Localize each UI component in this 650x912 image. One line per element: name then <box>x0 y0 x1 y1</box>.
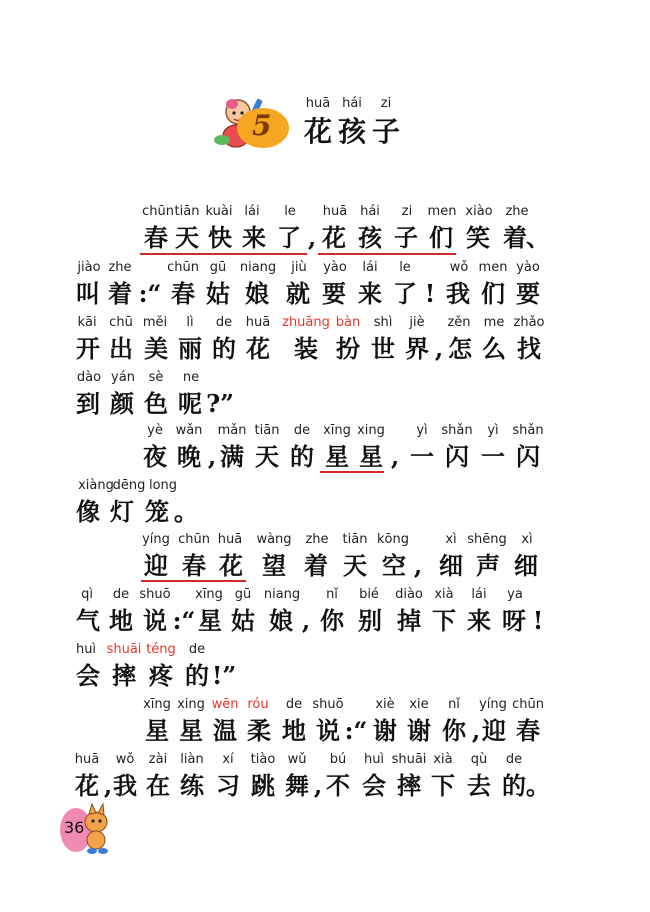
title-char: 子 <box>371 115 401 148</box>
pinyin: le <box>399 260 411 275</box>
new-words-underline <box>140 253 307 255</box>
text-char: 满 <box>220 442 244 471</box>
punctuation: , <box>471 716 481 745</box>
pinyin: shǎn <box>441 423 473 438</box>
text-char: 了 <box>277 223 301 252</box>
text-char: 天 <box>175 223 199 252</box>
text-char: 灯 <box>110 497 134 526</box>
text-char: 习 <box>216 771 240 800</box>
pinyin: zi <box>401 204 413 219</box>
punctuation: , <box>313 771 323 800</box>
text-char: 娘 <box>245 279 269 308</box>
pinyin: niang <box>263 587 301 602</box>
pinyin: kuài <box>205 204 233 219</box>
text-char: 色 <box>144 389 168 418</box>
pinyin: huì <box>363 752 385 767</box>
pinyin: huā <box>245 315 271 330</box>
pinyin: de <box>215 315 233 330</box>
text-char: 到 <box>76 389 100 418</box>
pinyin: mǎn <box>217 423 247 438</box>
pinyin: xiào <box>465 204 493 219</box>
lesson-number: 5 <box>252 109 272 142</box>
pinyin: jiào <box>77 260 101 275</box>
text-char: 笑 <box>466 223 490 252</box>
pinyin: yào <box>516 260 540 275</box>
text-char: 就 <box>286 279 310 308</box>
text-char: 地 <box>109 606 133 635</box>
pinyin: me <box>483 315 505 330</box>
text-char: 子 <box>394 223 418 252</box>
pinyin: bú <box>329 752 347 767</box>
text-char: 要 <box>516 279 540 308</box>
text-char: 花 <box>75 771 99 800</box>
pinyin: shuāi <box>391 752 427 767</box>
text-char: 摔 <box>397 771 421 800</box>
text-char: 快 <box>208 223 232 252</box>
pinyin: ya <box>507 587 523 602</box>
text-char: 摔 <box>112 661 136 690</box>
text-char: 空 <box>382 551 406 580</box>
text-char: 界 <box>405 334 429 363</box>
pinyin: huā <box>217 532 243 547</box>
text-char: 我 <box>113 771 137 800</box>
pinyin: gū <box>209 260 227 275</box>
pinyin: nǐ <box>448 697 460 712</box>
pinyin: xiè <box>375 697 395 712</box>
pinyin: xing <box>177 697 205 712</box>
pinyin: xie <box>409 697 429 712</box>
punctuation: , <box>434 334 444 363</box>
punctuation: , <box>390 442 400 471</box>
new-word-pinyin: wēn <box>211 697 239 712</box>
page-number: 36 <box>64 818 85 837</box>
pinyin: shì <box>373 315 393 330</box>
text-char: 的 <box>290 442 314 471</box>
text-char: 出 <box>109 334 133 363</box>
pinyin: jiè <box>409 315 425 330</box>
pinyin: huì <box>75 642 97 657</box>
pinyin: dēng <box>112 478 146 493</box>
pinyin: hái <box>360 204 380 219</box>
text-char: 别 <box>358 606 382 635</box>
pinyin: lái <box>471 587 487 602</box>
pinyin: xiàng <box>78 478 114 493</box>
pinyin: zhe <box>108 260 132 275</box>
pinyin: lái <box>244 204 260 219</box>
pinyin: xīng <box>143 697 171 712</box>
text-char: 丽 <box>178 334 202 363</box>
text-char: 找 <box>517 334 541 363</box>
pinyin: wàng <box>256 532 292 547</box>
text-char: 世 <box>371 334 395 363</box>
new-words-underline <box>318 253 456 255</box>
text-char: 不 <box>326 771 350 800</box>
pinyin: sè <box>148 370 164 385</box>
text-char: 着 <box>503 223 527 252</box>
text-char: 笼 <box>145 497 169 526</box>
pinyin: xīng <box>195 587 223 602</box>
text-char: 下 <box>432 606 456 635</box>
punctuation: ! <box>532 606 544 635</box>
punctuation: 、 <box>526 223 550 252</box>
text-char: 气 <box>76 606 100 635</box>
pinyin: de <box>293 423 311 438</box>
pinyin: lì <box>186 315 194 330</box>
punctuation: , <box>413 551 423 580</box>
text-char: 花 <box>322 223 346 252</box>
text-char: 迎 <box>144 551 168 580</box>
text-char: 温 <box>213 716 237 745</box>
new-word-pinyin: bàn <box>335 315 361 330</box>
pinyin: ne <box>182 370 200 385</box>
title-char: 孩 <box>337 115 367 148</box>
text-char: 姑 <box>206 279 230 308</box>
punctuation: :“ <box>172 606 196 635</box>
text-char: 么 <box>482 334 506 363</box>
text-char: 要 <box>322 279 346 308</box>
text-char: 花 <box>219 551 243 580</box>
text-char: 呢 <box>178 389 202 418</box>
pinyin: xīng <box>323 423 351 438</box>
text-char: 一 <box>481 442 505 471</box>
pinyin: wǔ <box>287 752 307 767</box>
pinyin: tiān <box>342 532 368 547</box>
pinyin: zhǎo <box>513 315 545 330</box>
new-word-pinyin: zhuāng <box>282 315 330 330</box>
pinyin: xià <box>434 587 454 602</box>
pinyin: shǎn <box>512 423 544 438</box>
text-char: 的 <box>185 661 209 690</box>
pinyin: liàn <box>180 752 204 767</box>
text-char: 们 <box>481 279 505 308</box>
text-char: 着 <box>304 551 328 580</box>
title-pinyin: huā <box>305 96 331 111</box>
pinyin: men <box>427 204 457 219</box>
text-char: 美 <box>144 334 168 363</box>
text-char: 柔 <box>247 716 271 745</box>
pinyin: qù <box>470 752 488 767</box>
pinyin: chūn <box>142 204 174 219</box>
pinyin: yè <box>147 423 163 438</box>
punctuation: , <box>307 223 317 252</box>
pinyin: tiān <box>254 423 280 438</box>
text-char: 细 <box>514 551 538 580</box>
pinyin: xì <box>445 532 457 547</box>
punctuation: , <box>103 771 113 800</box>
pinyin: long <box>148 478 178 493</box>
text-char: 春 <box>516 716 540 745</box>
text-char: 一 <box>410 442 434 471</box>
pinyin: shuō <box>312 697 344 712</box>
pinyin: xì <box>521 532 533 547</box>
text-char: 舞 <box>285 771 309 800</box>
text-char: 春 <box>171 279 195 308</box>
pinyin: niang <box>239 260 277 275</box>
text-char: 下 <box>431 771 455 800</box>
pinyin: wǒ <box>115 752 135 767</box>
text-char: 细 <box>439 551 463 580</box>
pinyin: yào <box>323 260 347 275</box>
text-char: 春 <box>144 223 168 252</box>
pinyin: yì <box>416 423 428 438</box>
pinyin: yì <box>487 423 499 438</box>
pinyin: yíng <box>479 697 507 712</box>
text-char: 说 <box>316 716 340 745</box>
pinyin: men <box>478 260 508 275</box>
text-char: 说 <box>143 606 167 635</box>
pinyin: diào <box>395 587 423 602</box>
text-char: 着 <box>108 279 132 308</box>
text-char: 星 <box>198 606 222 635</box>
text-char: 天 <box>343 551 367 580</box>
text-char: 们 <box>429 223 453 252</box>
punctuation: 。 <box>526 771 550 800</box>
text-char: 的 <box>502 771 526 800</box>
text-char: 在 <box>146 771 170 800</box>
text-char: 晚 <box>177 442 201 471</box>
pinyin: xí <box>222 752 234 767</box>
text-char: 装 <box>294 334 318 363</box>
pinyin: xing <box>357 423 385 438</box>
text-char: 来 <box>242 223 266 252</box>
text-char: 闪 <box>445 442 469 471</box>
text-char: 春 <box>182 551 206 580</box>
text-char: 你 <box>320 606 344 635</box>
text-char: 颜 <box>110 389 134 418</box>
text-char: 迎 <box>482 716 506 745</box>
pinyin: xià <box>433 752 453 767</box>
text-char: 会 <box>362 771 386 800</box>
text-char: 会 <box>76 661 100 690</box>
pinyin: kāi <box>77 315 97 330</box>
text-char: 掉 <box>397 606 421 635</box>
text-char: 星 <box>179 716 203 745</box>
pinyin: le <box>284 204 296 219</box>
text-char: 怎 <box>448 334 472 363</box>
text-char: 的 <box>212 334 236 363</box>
pinyin: chūn <box>167 260 199 275</box>
pinyin: chū <box>109 315 133 330</box>
new-words-underline <box>320 471 384 473</box>
punctuation: :“ <box>138 279 162 308</box>
pinyin: qì <box>81 587 93 602</box>
text-char: 跳 <box>251 771 275 800</box>
text-char: 地 <box>282 716 306 745</box>
text-char: 孩 <box>358 223 382 252</box>
pinyin: de <box>112 587 130 602</box>
new-words-underline <box>141 580 246 582</box>
punctuation: ! <box>424 279 436 308</box>
pinyin: de <box>505 752 523 767</box>
pinyin: zhe <box>305 532 329 547</box>
text-char: 我 <box>446 279 470 308</box>
text-char: 望 <box>262 551 286 580</box>
text-char: 练 <box>180 771 204 800</box>
pinyin: shuō <box>139 587 171 602</box>
pinyin: yán <box>111 370 135 385</box>
pinyin: tiān <box>174 204 200 219</box>
pinyin: zhe <box>505 204 529 219</box>
text-char: 谢 <box>407 716 431 745</box>
pinyin: měi <box>142 315 168 330</box>
pinyin: gū <box>234 587 252 602</box>
text-char: 像 <box>76 497 100 526</box>
punctuation: 。 <box>174 497 198 526</box>
text-char: 扮 <box>336 334 360 363</box>
text-char: 天 <box>255 442 279 471</box>
text-char: 来 <box>467 606 491 635</box>
punctuation: , <box>207 442 217 471</box>
text-char: 娘 <box>269 606 293 635</box>
new-word-pinyin: shuāi <box>106 642 142 657</box>
text-char: 星 <box>145 716 169 745</box>
text-char: 姑 <box>231 606 255 635</box>
text-char: 疼 <box>149 661 173 690</box>
pinyin: huā <box>322 204 348 219</box>
text-char: 星 <box>325 442 349 471</box>
pinyin: de <box>285 697 303 712</box>
title-char: 花 <box>303 115 333 148</box>
title-pinyin: hái <box>342 96 362 111</box>
pinyin: wǒ <box>449 260 469 275</box>
pinyin: bié <box>359 587 379 602</box>
punctuation: !” <box>211 661 237 690</box>
text-char: 叫 <box>76 279 100 308</box>
pinyin: zěn <box>447 315 471 330</box>
text-char: 星 <box>359 442 383 471</box>
pinyin: chūn <box>512 697 544 712</box>
new-word-pinyin: téng <box>146 642 176 657</box>
punctuation: , <box>301 606 311 635</box>
pinyin: yíng <box>142 532 170 547</box>
title-pinyin: zi <box>380 96 392 111</box>
new-word-pinyin: róu <box>247 697 269 712</box>
punctuation: ?” <box>206 389 234 418</box>
punctuation: :“ <box>344 716 368 745</box>
text-char: 声 <box>476 551 500 580</box>
text-char: 去 <box>467 771 491 800</box>
text-char: 你 <box>442 716 466 745</box>
pinyin: tiào <box>250 752 276 767</box>
text-char: 夜 <box>143 442 167 471</box>
pinyin: lái <box>362 260 378 275</box>
text-char: 花 <box>246 334 270 363</box>
pinyin: de <box>188 642 206 657</box>
pinyin: kōng <box>377 532 409 547</box>
text-char: 呀 <box>502 606 526 635</box>
text-char: 来 <box>358 279 382 308</box>
pinyin: dào <box>76 370 102 385</box>
text-char: 了 <box>393 279 417 308</box>
pinyin: wǎn <box>175 423 203 438</box>
pinyin: jiù <box>291 260 307 275</box>
text-char: 开 <box>76 334 100 363</box>
text-char: 闪 <box>516 442 540 471</box>
pinyin: shēng <box>467 532 507 547</box>
pinyin: zài <box>148 752 168 767</box>
pinyin: nǐ <box>326 587 338 602</box>
pinyin: chūn <box>178 532 210 547</box>
text-char: 谢 <box>373 716 397 745</box>
pinyin: huā <box>74 752 100 767</box>
